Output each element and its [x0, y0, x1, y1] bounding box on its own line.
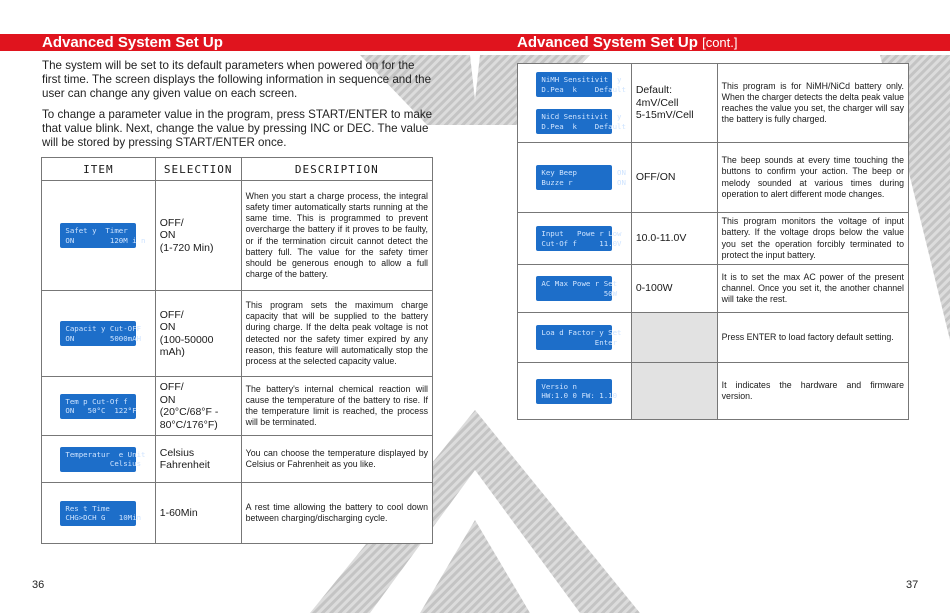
lcd-screen: Res t Time CHG>DCH G 10Min: [60, 501, 136, 526]
table-row: Safet y Timer ON 120M i n OFF/ ON (1-720 Min) When you start a charge process, the integral safety timer automatically starts running at the same time. This is programmed to prevent overcharge the battery if it proves to be faulty, or if the termination circuit cannot detect the battery full. The value for the safety timer should be generous enough to allow a full charge of the battery.: [42, 181, 433, 291]
page-number-left: 36: [32, 579, 45, 591]
column-header-item: ITEM: [42, 158, 156, 181]
lcd-screen: Tem p Cut-Of f ON 50°C 122°F: [60, 394, 136, 419]
lcd-screen: AC Max Powe r Set 50W: [536, 276, 612, 301]
row-description: Press ENTER to load factory default setting.: [717, 313, 908, 363]
intro-paragraph-1: The system will be set to its default parameters when powered on for the first time. The screen displays the following information in sequence and the user can change any given value on each screen.: [42, 59, 432, 100]
table-row: Res t Time CHG>DCH G 10Min 1-60Min A rest time allowing the battery to cool down between charging/discharging cycle.: [42, 483, 433, 544]
page-number-right: 37: [906, 579, 919, 591]
settings-table-right: [517, 63, 909, 420]
right-page-title: Advanced System Set Up [cont.]: [517, 34, 738, 51]
table-row: Input Powe r Low Cut-Of f 11.0V 10.0-11.0V This program monitors the voltage of input battery. If the voltage drops below the value you set the operation forcibly terminated to protect the input battery.: [518, 213, 909, 265]
table-row: [518, 363, 909, 420]
table-row: AC Max Powe r Set 50W 0-100W It is to set the max AC power of the present channel. Once you set it, the another channel will take the rest.: [518, 265, 909, 313]
intro-paragraph-2: To change a parameter value in the program, press START/ENTER to make that value blink. Next, change the value by pressing INC or DEC. The value will be stored by pressing START/ENTER once.: [42, 108, 433, 149]
row-description: It is to set the max AC power of the present channel. Once you set it, the another channel will take the rest.: [717, 265, 908, 313]
empty-selection-cell: [631, 313, 717, 363]
row-description: A rest time allowing the battery to cool down between charging/discharging cycle.: [241, 483, 432, 544]
lcd-screen: NiMH Sensitivit y D.Pea k Default: [536, 72, 612, 97]
lcd-screen: Input Powe r Low Cut-Of f 11.0V: [536, 226, 612, 251]
row-description: This program sets the maximum charge capacity that will be supplied to the battery during charge. If the delta peak voltage is not detected nor the safety timer expired by any reason, this feature will automatically stop the process at the selected capacity value.: [241, 291, 432, 377]
row-description: The battery's internal chemical reaction will cause the temperature of the battery to rise. If the temperature limit is reached, the process will be terminated.: [241, 377, 432, 436]
lcd-screen: Versio n HW:1.0 0 FW: 1.10: [536, 379, 612, 404]
table-row: Key Beep ON Buzze r ON OFF/ON The beep sounds at every time touching the buttons to confirm your action. The beep or melody sounded at various times during operation to alert different mode changes.: [518, 143, 909, 213]
lcd-screen: Temperatur e Unit Celsius: [60, 447, 136, 472]
column-header-description: DESCRIPTION: [241, 158, 432, 181]
row-description: This program monitors the voltage of input battery. If the voltage drops below the value you set the operation forcibly terminated to protect the input battery.: [717, 213, 908, 265]
row-description: It indicates the hardware and firmware version.: [717, 363, 908, 420]
lcd-screen: NiCd Sensitivit y D.Pea k Default: [536, 109, 612, 134]
table-row: NiMH Sensitivit y D.Pea k Default NiCd Sensitivit y D.Pea k Default Default: 4mV/Cell 5-15mV/Cell This program is for NiMH/NiCd battery only. When the charger detects the delta peak value reaches the value you set, the charger will say the battery is fully charged.: [518, 64, 909, 143]
row-description: This program is for NiMH/NiCd battery only. When the charger detects the delta peak value reaches the value you set, the charger will say the battery is fully charged.: [717, 64, 908, 143]
lcd-screen: Key Beep ON Buzze r ON: [536, 165, 612, 190]
row-description: You can choose the temperature displayed by Celsius or Fahrenheit as you like.: [241, 436, 432, 483]
row-description: When you start a charge process, the integral safety timer automatically starts running at the same time. This is programmed to prevent overcharge the battery if it proves to be faulty, or if the termination circuit cannot detect the battery full. The value for the safety timer should be generous enough to allow a full charge of the battery.: [241, 181, 432, 291]
table-row: Capacit y Cut-OFF ON 5000mAH OFF/ ON (100-50000 mAh) This program sets the maximum charge capacity that will be supplied to the battery during charge. If the delta peak voltage is not detected nor the safety timer expired by any reason, this feature will automatically stop the process at the selected capacity value.: [42, 291, 433, 377]
left-page-title: Advanced System Set Up: [42, 34, 223, 51]
table-row: Tem p Cut-Of f ON 50°C 122°F OFF/ ON (20°C/68°F - 80°C/176°F) The battery's internal chemical reaction will cause the temperature of the battery to rise. If the temperature limit is reached, the process will be terminated.: [42, 377, 433, 436]
table-row: [518, 313, 909, 363]
row-description: The beep sounds at every time touching the buttons to confirm your action. The beep or melody sounded at various times during operation to alert different mode changes.: [717, 143, 908, 213]
column-header-selection: SELECTION: [155, 158, 241, 181]
lcd-screen: Capacit y Cut-OFF ON 5000mAH: [60, 321, 136, 346]
empty-selection-cell: [631, 363, 717, 420]
lcd-screen: Safet y Timer ON 120M i n: [60, 223, 136, 248]
lcd-screen: Loa d Factor y Set Enter: [536, 325, 612, 350]
settings-table-left: [41, 157, 433, 544]
table-row: Temperatur e Unit Celsius Celsius Fahrenheit You can choose the temperature displayed by Celsius or Fahrenheit as you like.: [42, 436, 433, 483]
